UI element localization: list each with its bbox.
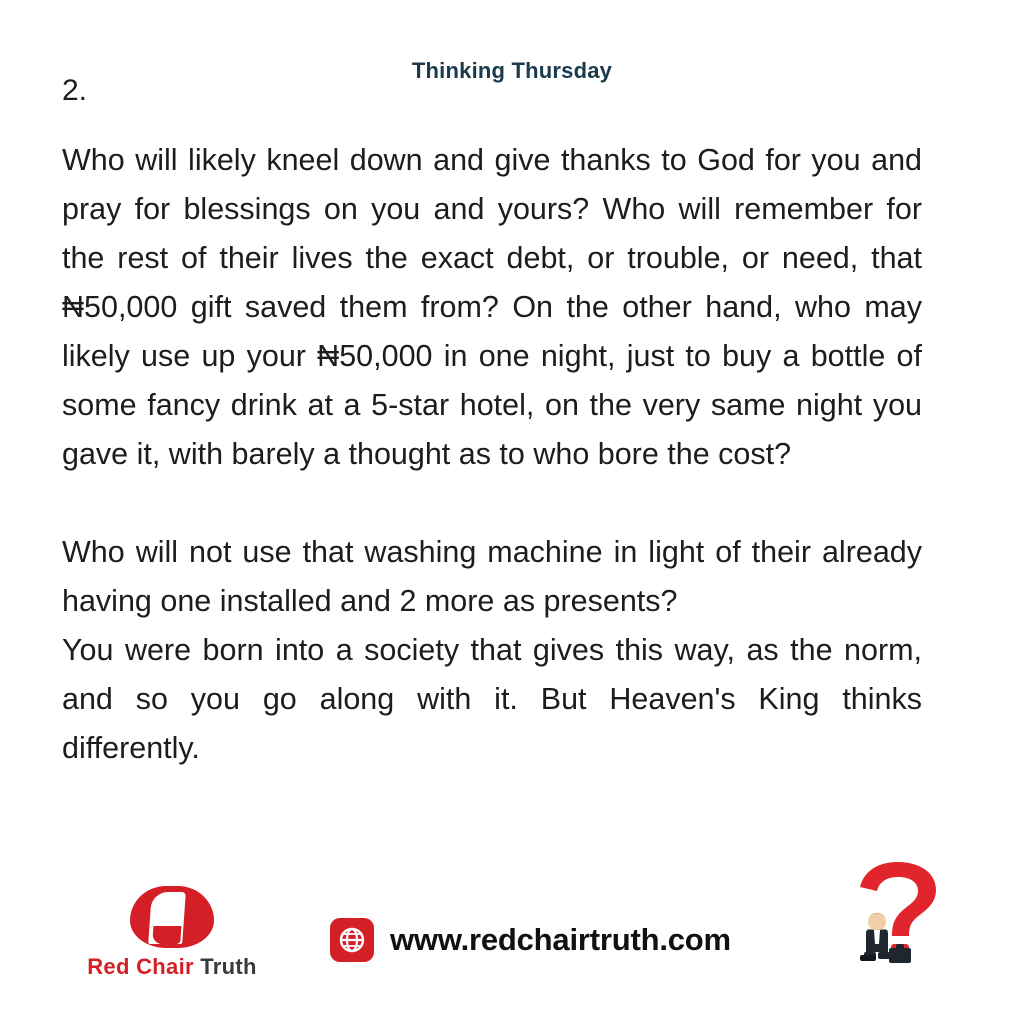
item-number: 2. xyxy=(62,74,88,107)
question-mark-illustration-icon xyxy=(836,856,956,976)
brand-name-primary: Red Chair xyxy=(87,954,194,979)
chair-shape xyxy=(148,892,186,944)
page-title: Thinking Thursday xyxy=(411,58,613,83)
post-body xyxy=(62,136,922,773)
brand-name-secondary: Truth xyxy=(200,954,257,979)
post-footer xyxy=(0,850,1024,990)
red-chair-icon xyxy=(124,886,220,948)
paragraph: Who will not use that washing machine in light of their already having one installed and 2 more as presents? xyxy=(62,535,922,618)
website-link[interactable] xyxy=(330,918,731,962)
globe-icon xyxy=(330,918,374,962)
paragraph-spacer xyxy=(62,479,922,528)
brand-logo xyxy=(72,886,272,980)
post-header xyxy=(0,58,1024,84)
paragraph: You were born into a society that gives this way, as the norm, and so you go along with it. But Heaven's King thinks differently. xyxy=(62,633,922,765)
website-url-text: www.redchairtruth.com xyxy=(390,922,731,957)
paragraph: Who will likely kneel down and give thanks to God for you and pray for blessings on you and yours? Who will remember for the rest of their lives the exact debt, or trouble, or need, that ₦50,000 gift saved them from? On the other hand, who may likely use up your ₦50,000 in one night, just to buy a bottle of some fancy drink at a 5-star hotel, on the very same night you gave it, with barely a thought as to who bore the cost? xyxy=(62,143,922,471)
brand-name xyxy=(72,954,272,980)
